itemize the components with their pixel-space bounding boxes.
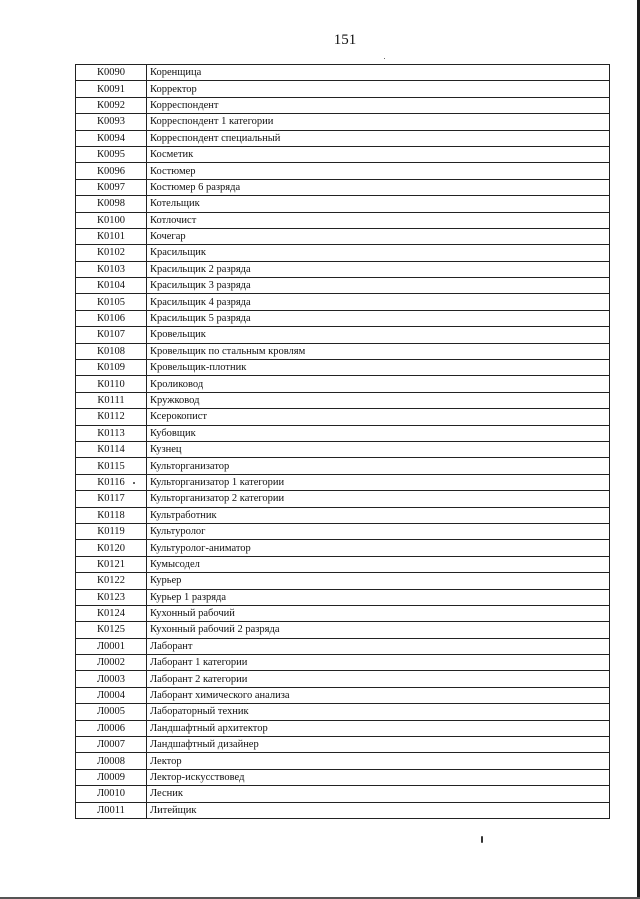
table-row [76, 802, 610, 818]
occupation-code: К0124 [76, 605, 147, 621]
occupation-name: Кузнец [147, 441, 610, 457]
table-row [76, 65, 610, 81]
occupation-code: К0103 [76, 261, 147, 277]
occupation-name: Лабораторный техник [147, 704, 610, 720]
occupation-name: Кровельщик по стальным кровлям [147, 343, 610, 359]
occupation-name: Корректор [147, 81, 610, 97]
occupation-name: Котлочист [147, 212, 610, 228]
occupation-name: Культорганизатор 1 категории [147, 474, 610, 490]
occupation-code: К0091 [76, 81, 147, 97]
occupation-name: Кровельщик-плотник [147, 360, 610, 376]
occupation-codes-table [75, 64, 610, 819]
occupation-code: К0108 [76, 343, 147, 359]
scan-speck [481, 836, 483, 843]
occupation-name: Корреспондент [147, 97, 610, 113]
table-row [76, 458, 610, 474]
occupation-code: Л0010 [76, 786, 147, 802]
occupation-code: К0120 [76, 540, 147, 556]
table-row [76, 196, 610, 212]
table-row [76, 605, 610, 621]
occupation-code: Л0008 [76, 753, 147, 769]
table-row [76, 114, 610, 130]
table-body [76, 65, 610, 819]
occupation-code: Л0011 [76, 802, 147, 818]
occupation-code: Л0007 [76, 737, 147, 753]
occupation-name: Красильщик 3 разряда [147, 278, 610, 294]
table-row [76, 573, 610, 589]
occupation-code: К0096 [76, 163, 147, 179]
occupation-code: К0092 [76, 97, 147, 113]
table-row [76, 441, 610, 457]
occupation-name: Ландшафтный дизайнер [147, 737, 610, 753]
table-row [76, 392, 610, 408]
occupation-code: К0111 [76, 392, 147, 408]
occupation-code: К0094 [76, 130, 147, 146]
scan-speck [384, 58, 385, 59]
table-row [76, 376, 610, 392]
occupation-code: Л0003 [76, 671, 147, 687]
occupation-code: К0123 [76, 589, 147, 605]
occupation-code: К0097 [76, 179, 147, 195]
occupation-name: Костюмер [147, 163, 610, 179]
table-row [76, 212, 610, 228]
occupation-code: К0114 [76, 441, 147, 457]
table-row [76, 540, 610, 556]
table-row [76, 228, 610, 244]
occupation-code: К0115 [76, 458, 147, 474]
occupation-name: Культуролог [147, 523, 610, 539]
table-row [76, 638, 610, 654]
table-row [76, 786, 610, 802]
table-row [76, 769, 610, 785]
occupation-code: Л0006 [76, 720, 147, 736]
occupation-code: К0125 [76, 622, 147, 638]
occupation-code: К0090 [76, 65, 147, 81]
table-row [76, 409, 610, 425]
occupation-name: Коренщица [147, 65, 610, 81]
table-row [76, 720, 610, 736]
table-row [76, 523, 610, 539]
occupation-name: Кружковод [147, 392, 610, 408]
occupation-name: Лектор-искусствовед [147, 769, 610, 785]
occupation-name: Ландшафтный архитектор [147, 720, 610, 736]
occupation-code: К0098 [76, 196, 147, 212]
occupation-code: К0107 [76, 327, 147, 343]
page-number: 151 [333, 32, 357, 48]
occupation-code: К0116 [76, 474, 147, 490]
table-row [76, 507, 610, 523]
occupation-code: К0104 [76, 278, 147, 294]
occupation-name: Костюмер 6 разряда [147, 179, 610, 195]
occupation-code: К0122 [76, 573, 147, 589]
occupation-name: Кубовщик [147, 425, 610, 441]
occupation-name: Лектор [147, 753, 610, 769]
table-row [76, 589, 610, 605]
table-row [76, 556, 610, 572]
occupation-name: Красильщик 5 разряда [147, 310, 610, 326]
table-row [76, 327, 610, 343]
occupation-code: К0110 [76, 376, 147, 392]
table-row [76, 622, 610, 638]
occupation-name: Культуролог-аниматор [147, 540, 610, 556]
occupation-code: К0101 [76, 228, 147, 244]
table-row [76, 130, 610, 146]
occupation-name: Кухонный рабочий 2 разряда [147, 622, 610, 638]
occupation-code: К0102 [76, 245, 147, 261]
occupation-name: Кумысодел [147, 556, 610, 572]
occupation-code: К0113 [76, 425, 147, 441]
table-row [76, 179, 610, 195]
occupation-name: Красильщик 4 разряда [147, 294, 610, 310]
occupation-code: К0119 [76, 523, 147, 539]
table-row [76, 425, 610, 441]
table-row [76, 81, 610, 97]
occupation-name: Лесник [147, 786, 610, 802]
occupation-name: Курьер 1 разряда [147, 589, 610, 605]
occupation-name: Косметик [147, 146, 610, 162]
table-row [76, 261, 610, 277]
occupation-name: Кроликовод [147, 376, 610, 392]
occupation-code: Л0004 [76, 687, 147, 703]
occupation-name: Лаборант 2 категории [147, 671, 610, 687]
occupation-name: Культорганизатор 2 категории [147, 491, 610, 507]
occupation-name: Красильщик [147, 245, 610, 261]
table-row [76, 474, 610, 490]
occupation-code: Л0002 [76, 655, 147, 671]
occupation-name: Лаборант [147, 638, 610, 654]
occupation-code: К0105 [76, 294, 147, 310]
occupation-name: Корреспондент 1 категории [147, 114, 610, 130]
occupation-name: Кочегар [147, 228, 610, 244]
occupation-name: Курьер [147, 573, 610, 589]
table-row [76, 737, 610, 753]
table-row [76, 360, 610, 376]
occupation-name: Корреспондент специальный [147, 130, 610, 146]
occupation-name: Котельщик [147, 196, 610, 212]
occupation-name: Красильщик 2 разряда [147, 261, 610, 277]
occupation-name: Кухонный рабочий [147, 605, 610, 621]
occupation-name: Культорганизатор [147, 458, 610, 474]
occupation-name: Литейщик [147, 802, 610, 818]
occupation-code: Л0001 [76, 638, 147, 654]
table-row [76, 245, 610, 261]
table-row [76, 655, 610, 671]
occupation-code: Л0009 [76, 769, 147, 785]
table-row [76, 343, 610, 359]
occupation-name: Кровельщик [147, 327, 610, 343]
table-row [76, 294, 610, 310]
table-row [76, 753, 610, 769]
table-row [76, 163, 610, 179]
occupation-code: Л0005 [76, 704, 147, 720]
table-row [76, 491, 610, 507]
table-row [76, 278, 610, 294]
table-row [76, 671, 610, 687]
occupation-code: К0100 [76, 212, 147, 228]
occupation-code: К0093 [76, 114, 147, 130]
occupation-name: Лаборант 1 категории [147, 655, 610, 671]
occupation-name: Лаборант химического анализа [147, 687, 610, 703]
occupation-code: К0095 [76, 146, 147, 162]
table-row [76, 704, 610, 720]
table-row [76, 146, 610, 162]
occupation-code: К0109 [76, 360, 147, 376]
occupation-code: К0112 [76, 409, 147, 425]
occupation-code: К0118 [76, 507, 147, 523]
occupation-name: Ксерокопист [147, 409, 610, 425]
occupation-code: К0117 [76, 491, 147, 507]
scan-speck [133, 482, 135, 484]
table-row [76, 687, 610, 703]
table-row [76, 310, 610, 326]
occupation-code: К0106 [76, 310, 147, 326]
occupation-code: К0121 [76, 556, 147, 572]
occupation-name: Культработник [147, 507, 610, 523]
table-row [76, 97, 610, 113]
